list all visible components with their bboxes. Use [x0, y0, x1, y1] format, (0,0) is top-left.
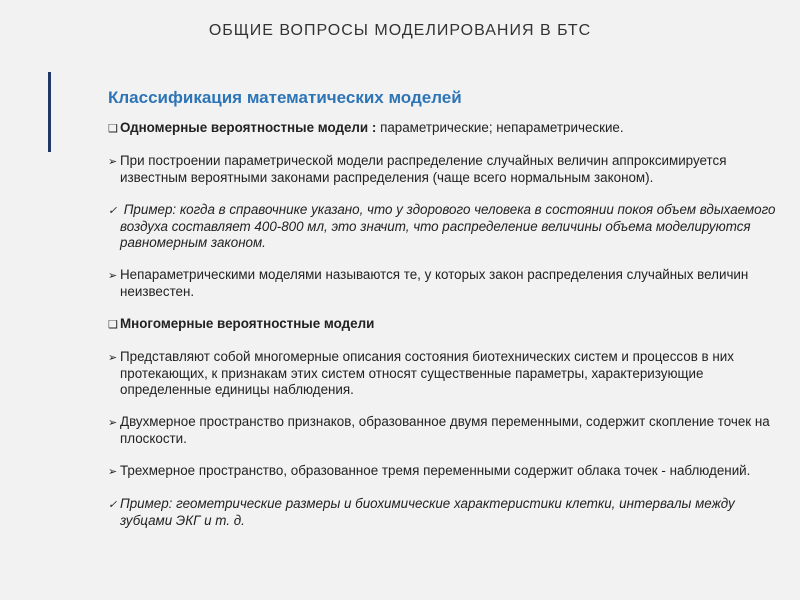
arrow-bullet-icon: ➢ — [108, 417, 118, 429]
list-item — [108, 463, 788, 480]
accent-bar — [48, 72, 51, 152]
slide-content — [108, 90, 788, 545]
item-text: Пример: геометрические размеры и биохимические характеристики клетки, интервалы между зубцами ЭКГ и т. д. — [120, 496, 735, 528]
item-text: Пример: когда в справочнике указано, что у здорового человека в состоянии покоя объем вдыхаемого воздуха составляет 400-800 мл, это значит, что распределение величины объема моделируются равномерным законом. — [120, 202, 776, 250]
item-text: Представляют собой многомерные описания состояния биотехнических систем и процессов в них протекающих, к признакам этих систем относят существенные параметры, характеризующие определенные единицы наблюдения. — [120, 349, 734, 397]
check-bullet-icon: ✓ — [108, 205, 118, 217]
item-text: Непараметрическими моделями называются те, у которых закон распределения случайных величин неизвестен. — [120, 267, 749, 299]
list-item — [108, 120, 788, 137]
square-bullet-icon: ❑ — [108, 123, 118, 135]
arrow-bullet-icon: ➢ — [108, 270, 118, 282]
list-item — [108, 349, 788, 398]
list-item — [108, 153, 788, 186]
arrow-bullet-icon: ➢ — [108, 466, 118, 478]
square-bullet-icon: ❑ — [108, 319, 118, 331]
arrow-bullet-icon: ➢ — [108, 352, 118, 364]
list-item — [108, 496, 788, 529]
item-text: Двухмерное пространство признаков, образованное двумя переменными, содержит скопление точек на плоскости. — [120, 414, 770, 446]
item-text: При построении параметрической модели распределение случайных величин аппроксимируется известным вероятными законами распределения (чаще всего нормальным законом). — [120, 153, 727, 185]
section-heading: Классификация математических моделей — [108, 88, 462, 107]
list-item — [108, 267, 788, 300]
item-text: параметрические; непараметрические. — [376, 120, 624, 135]
item-bold-text: Многомерные вероятностные модели — [120, 316, 375, 331]
list-item — [108, 316, 788, 333]
list-item — [108, 202, 788, 251]
list-item — [108, 414, 788, 447]
item-text: Трехмерное пространство, образованное тремя переменными содержит облака точек - наблюдений. — [120, 463, 751, 478]
check-bullet-icon: ✓ — [108, 499, 118, 511]
slide-title: ОБЩИЕ ВОПРОСЫ МОДЕЛИРОВАНИЯ В БТС — [208, 22, 592, 39]
arrow-bullet-icon: ➢ — [108, 156, 118, 168]
item-bold-text: Одномерные вероятностные модели : — [120, 120, 377, 135]
